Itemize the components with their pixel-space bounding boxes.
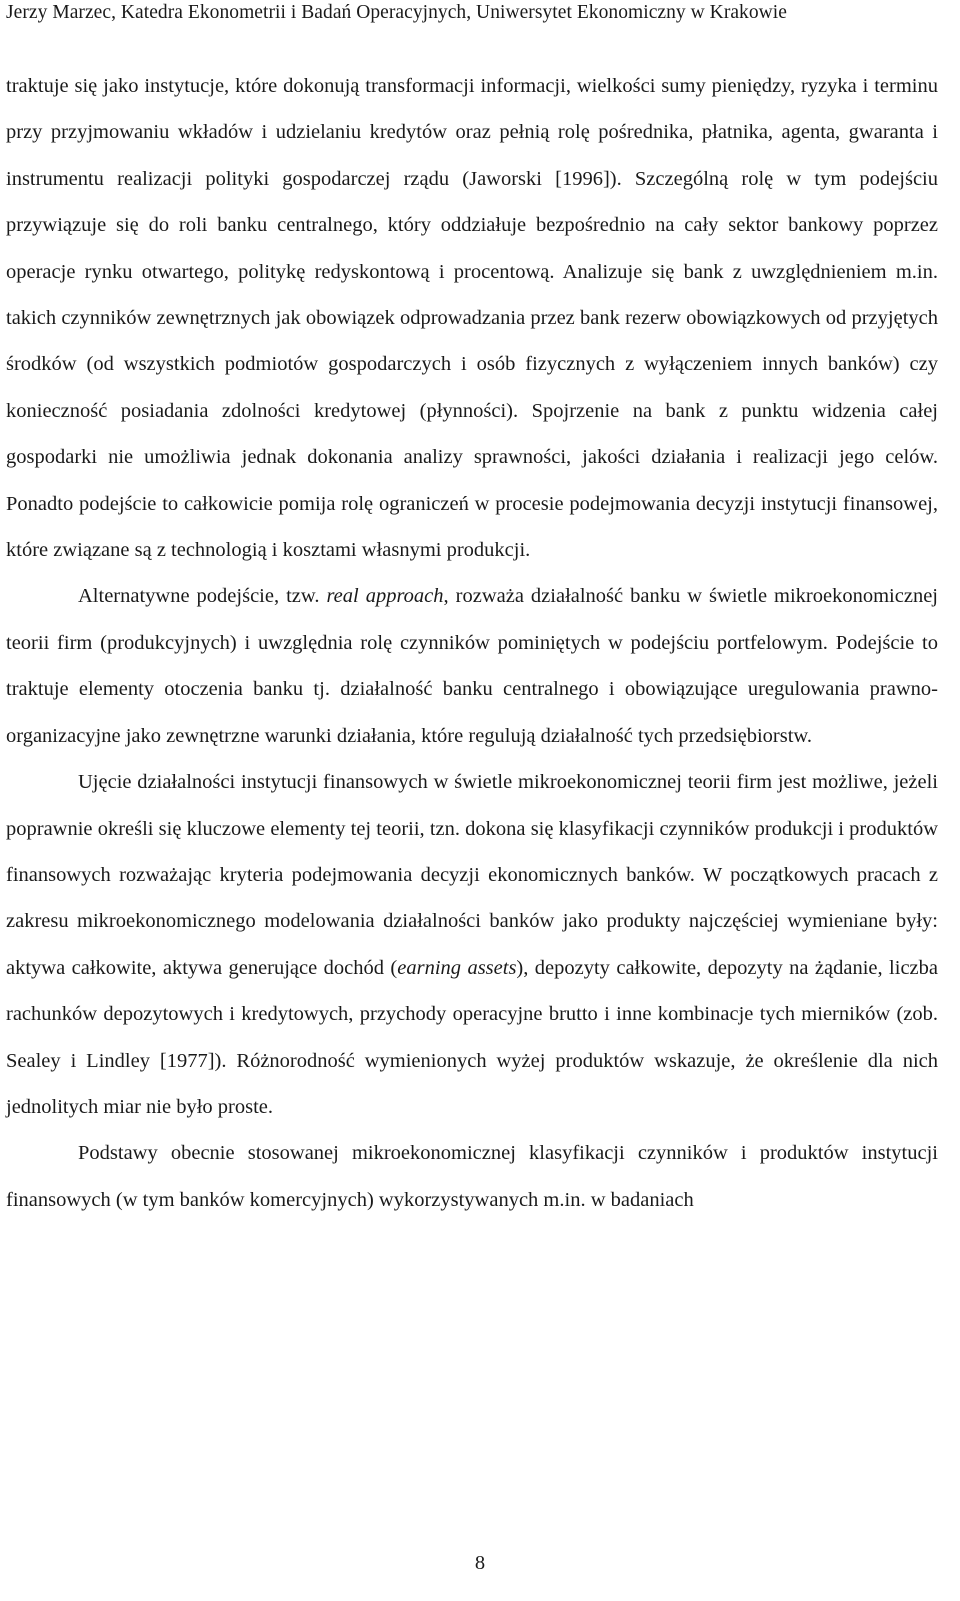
paragraph-2-text-after: , rozważa działalność banku w świetle mikroekonomicznej teorii firm (produkcyjnych) i uwzględnia rolę czynników pominiętych w podejściu portfelowym. Podejście to traktuje elementy otoczenia banku tj. działalność banku centralnego i obowiązujące uregulowania prawno-organizacyjne jako zewnętrzne warunki działania, które regulują działalność tych przedsiębiorstw. (6, 585, 938, 747)
paragraph-4-text: Podstawy obecnie stosowanej mikroekonomicznej klasyfikacji czynników i produktów instytucji finansowych (w tym banków komercyjnych) wykorzystywanych m.in. w badaniach (6, 1142, 938, 1211)
paragraph-2-italic-term: real approach (326, 585, 444, 608)
page-header (6, 0, 946, 26)
page-number-text: 8 (474, 1552, 486, 1574)
paragraph-3-italic-term: earning assets (397, 956, 517, 979)
header-text: Jerzy Marzec, Katedra Ekonometrii i Badań Operacyjnych, Uniwersytet Ekonomiczny w Krakowie (6, 2, 787, 23)
paragraph-3-text-after: ), depozyty całkowite, depozyty na żądanie, liczba rachunków depozytowych i kredytowych, przychody operacyjne brutto i inne kombinacje tych mierników (zob. Sealey i Lindley [1977]). Różnorodność wymienionych wyżej produktów wskazuje, że określenie dla nich jednolitych miar nie było proste. (6, 956, 938, 1118)
paragraph-1-text: traktuje się jako instytucje, które dokonują transformacji informacji, wielkości sumy pieniędzy, ryzyka i terminu przy przyjmowaniu wkładów i udzielaniu kredytów oraz pełnią rolę pośrednika, płatnika, agenta, gwaranta i instrumentu realizacji polityki gospodarczej rządu (Jaworski [1996]). Szczególną rolę w tym podejściu przywiązuje się do roli banku centralnego, który oddziałuje bezpośrednio na cały sektor bankowy poprzez operacje rynku otwartego, politykę redyskontową i procentową. Analizuje się bank z uwzględnieniem m.in. takich czynników zewnętrznych jak obowiązek odprowadzania przez bank rezerw obowiązkowych od przyjętych środków (od wszystkich podmiotów gospodarczych i osób fizycznych z wyłączeniem innych banków) czy konieczność posiadania zdolności kredytowej (płynności). Spojrzenie na bank z punktu widzenia całej gospodarki nie umożliwia jednak dokonania analizy sprawności, jakości działania i realizacji jego celów. Ponadto podejście to całkowicie pomija rolę ograniczeń w procesie podejmowania decyzji instytucji finansowej, które związane są z technologią i kosztami własnymi produkcji. (6, 75, 938, 562)
paragraph-3-text-before: Ujęcie działalności instytucji finansowych w świetle mikroekonomicznej teorii firm jest możliwe, jeżeli poprawnie określi się kluczowe elementy tej teorii, tzn. dokona się klasyfikacji czynników produkcji i produktów finansowych rozważając kryteria podejmowania decyzji ekonomicznych banków. W początkowych pracach z zakresu mikroekonomicznego modelowania działalności banków jako produkty najczęściej wymieniane były: aktywa całkowite, aktywa generujące dochód ( (6, 771, 938, 979)
document-body (6, 63, 938, 1223)
page-number (0, 1541, 960, 1585)
paragraph-2 (6, 573, 938, 759)
paragraph-3 (6, 759, 938, 1130)
paragraph-1 (6, 63, 938, 573)
paragraph-4 (6, 1130, 938, 1223)
paragraph-2-text-before: Alternatywne podejście, tzw. (78, 585, 327, 608)
